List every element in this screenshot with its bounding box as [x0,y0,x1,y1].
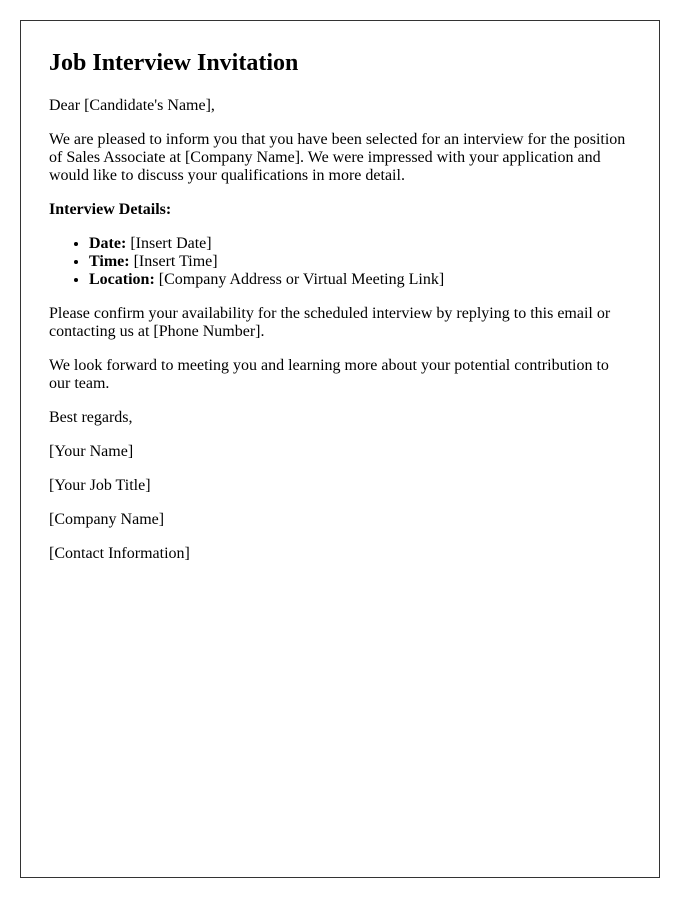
detail-label: Date: [89,235,127,252]
detail-label: Location: [89,271,155,288]
interview-details-heading: Interview Details: [49,201,172,218]
detail-label: Time: [89,253,130,270]
confirm-paragraph: Please confirm your availability for the scheduled interview by replying to this email or contacting us at [Phone Number]. [49,305,611,340]
detail-item-location [89,271,631,289]
signature-contact: [Contact Information] [49,545,190,562]
signature-name: [Your Name] [49,443,134,460]
letter-container [20,20,660,878]
salutation: Dear [Candidate's Name], [49,97,215,114]
detail-item-time [89,253,631,271]
closing-paragraph: We look forward to meeting you and learning more about your potential contribution to our team. [49,357,609,392]
detail-value: [Company Address or Virtual Meeting Link] [154,271,445,288]
signature-company: [Company Name] [49,511,165,528]
signoff: Best regards, [49,409,133,426]
letter-title: Job Interview Invitation [49,50,299,76]
detail-item-date [89,235,631,253]
detail-value: [Insert Date] [126,235,212,252]
intro-paragraph: We are pleased to inform you that you have been selected for an interview for the position of Sales Associate at [Company Name]. We were impressed with your application and would like to discuss your qualifications in more detail. [49,131,626,184]
detail-value: [Insert Time] [129,253,218,270]
signature-job-title: [Your Job Title] [49,477,151,494]
interview-details-list [49,235,631,289]
